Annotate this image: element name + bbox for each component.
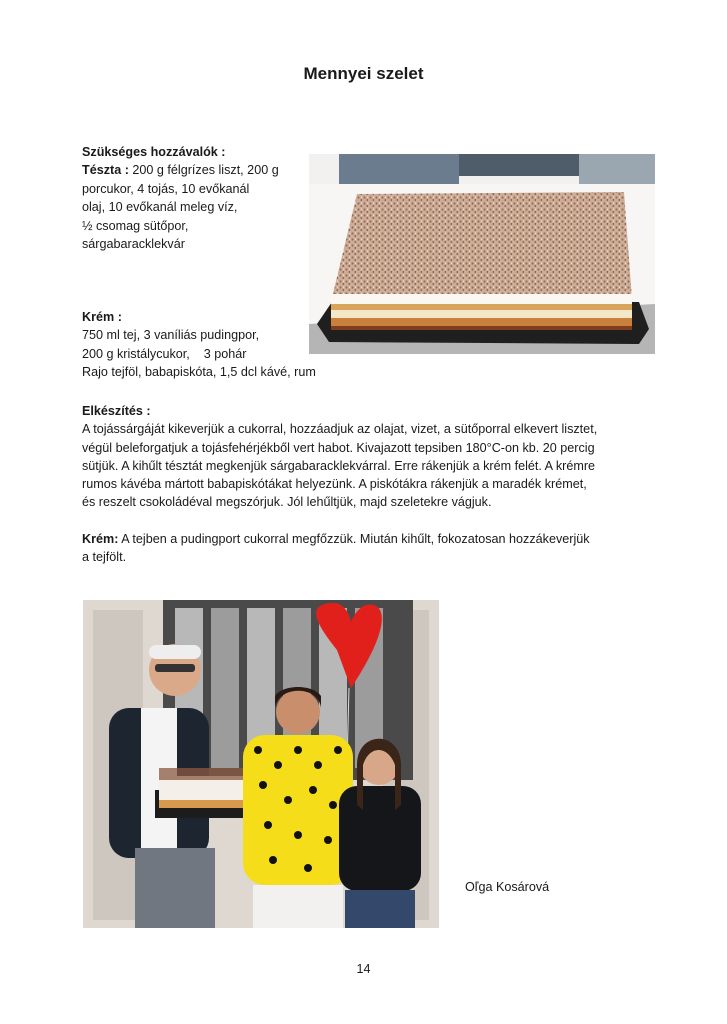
cake-illustration — [309, 154, 655, 354]
photo-caption: Oľga Kosárová — [465, 880, 550, 894]
cream-line-1: 750 ml tej, 3 vaníliás pudingpor, — [82, 328, 260, 343]
people-illustration — [83, 600, 439, 928]
cream-method-line-1 — [82, 530, 660, 548]
paragraph-gap — [82, 512, 660, 530]
dough-line-2: porcukor, 4 tojás, 10 evőkanál — [82, 181, 250, 196]
dough-line-5: sárgabaracklekvár — [82, 237, 185, 252]
cream-line-2: 200 g kristálycukor, 3 pohár — [82, 346, 247, 361]
cream-method-line-2: a tejfölt. — [82, 550, 127, 565]
preparation-line-2: végül beleforgatjuk a tojásfehérjékből vert habot. Kivajazott tepsiben 180°C-on kb. 20 percig — [82, 440, 595, 455]
preparation-heading: Elkészítés : — [82, 404, 151, 418]
cream-line-3: Rajo tejföl, babapiskóta, 1,5 dcl kávé, rum — [82, 365, 316, 380]
dough-line-1 — [82, 161, 307, 179]
cake-photo — [309, 154, 655, 354]
preparation-line-3: sütjük. A kihűlt tésztát megkenjük sárgabaracklekvárral. Erre rákenjük a krém felét. A krémre — [82, 458, 596, 473]
ingredients-heading: Szükséges hozzávalók : — [82, 145, 226, 159]
page-number: 14 — [356, 962, 371, 976]
dough-text-1: 200 g félgrízes liszt, 200 g — [128, 163, 279, 178]
preparation-block — [82, 402, 660, 566]
dough-line-3: olaj, 10 evőkanál meleg víz, — [82, 200, 238, 215]
page-title: Mennyei szelet — [303, 64, 424, 83]
preparation-line-4: rumos kávéba mártott babapiskótákat helyezünk. A piskótákra rákenjük a maradék krémet, — [82, 477, 587, 492]
dough-line-4: ½ csomag sütőpor, — [82, 218, 189, 233]
preparation-line-1: A tojássárgáját kikeverjük a cukorral, hozzáadjuk az olajat, vizet, a sütőporral elkevert lisztet, — [82, 422, 598, 437]
ingredients-block — [82, 143, 307, 253]
cream-method-text-1: A tejben a pudingport cukorral megfőzzük. Miután kihűlt, fokozatosan hozzákeverjük — [118, 531, 590, 546]
preparation-line-5: és reszelt csokoládéval megszórjuk. Jól lehűltjük, majd szeletekre vágjuk. — [82, 495, 492, 510]
dough-label: Tészta : — [82, 163, 129, 178]
people-photo — [83, 600, 439, 928]
cream-heading: Krém : — [82, 310, 122, 324]
cream-method-label: Krém: — [82, 531, 119, 546]
